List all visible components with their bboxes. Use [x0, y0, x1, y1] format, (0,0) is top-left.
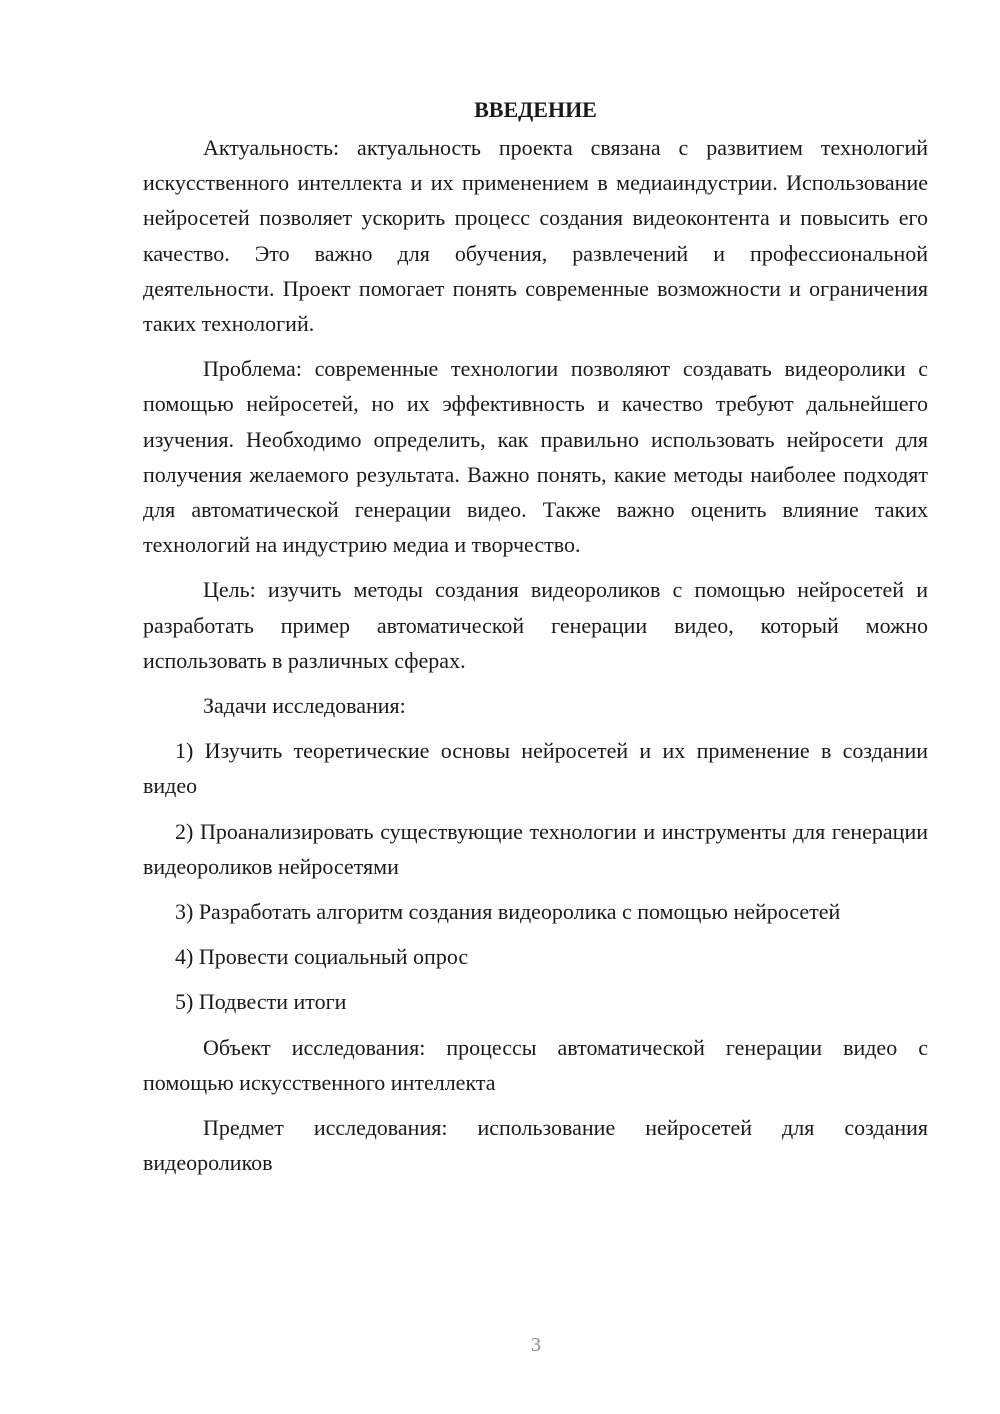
task-item-4: 4) Провести социальный опрос: [175, 944, 469, 970]
tasks-heading: Задачи исследования:: [203, 693, 406, 719]
task-item-5: 5) Подвести итоги: [175, 989, 347, 1015]
document-page: [143, 92, 928, 1180]
task-item-2: 2) Проанализировать существующие технологии и инструменты для генерации видеороликов нейросетями: [143, 818, 928, 879]
task-item-1: 1) Изучить теоретические основы нейросетей и их применение в создании видео: [143, 738, 928, 799]
paragraph-goal: Цель: изучить методы создания видеороликов с помощью нейросетей и разработать пример автоматической генерации видео, который можно использовать в различных сферах.: [143, 577, 928, 673]
paragraph-problem: Проблема: современные технологии позволяют создавать видеоролики с помощью нейросетей, но их эффективность и качество требуют дальнейшего изучения. Необходимо определить, как правильно использовать нейросети для получения желаемого результата. Важно понять, какие методы наиболее подходят для автоматической генерации видео. Также важно оценить влияние таких технологий на индустрию медиа и творчество.: [143, 356, 928, 558]
paragraph-subject: Предмет исследования: использование нейросетей для создания видеороликов: [143, 1115, 928, 1176]
page-title: ВВЕДЕНИЕ: [474, 97, 597, 122]
page-number: 3: [531, 1334, 541, 1356]
task-item-3: 3) Разработать алгоритм создания видеоролика с помощью нейросетей: [175, 899, 841, 925]
paragraph-relevance: Актуальность: актуальность проекта связана с развитием технологий искусственного интеллекта и их применением в медиаиндустрии. Использование нейросетей позволяет ускорить процесс создания видеоконтента и повысить его качество. Это важно для обучения, развлечений и профессиональной деятельности. Проект помогает понять современные возможности и ограничения таких технологий.: [143, 135, 928, 337]
paragraph-object: Объект исследования: процессы автоматической генерации видео с помощью искусственного интеллекта: [143, 1034, 928, 1095]
